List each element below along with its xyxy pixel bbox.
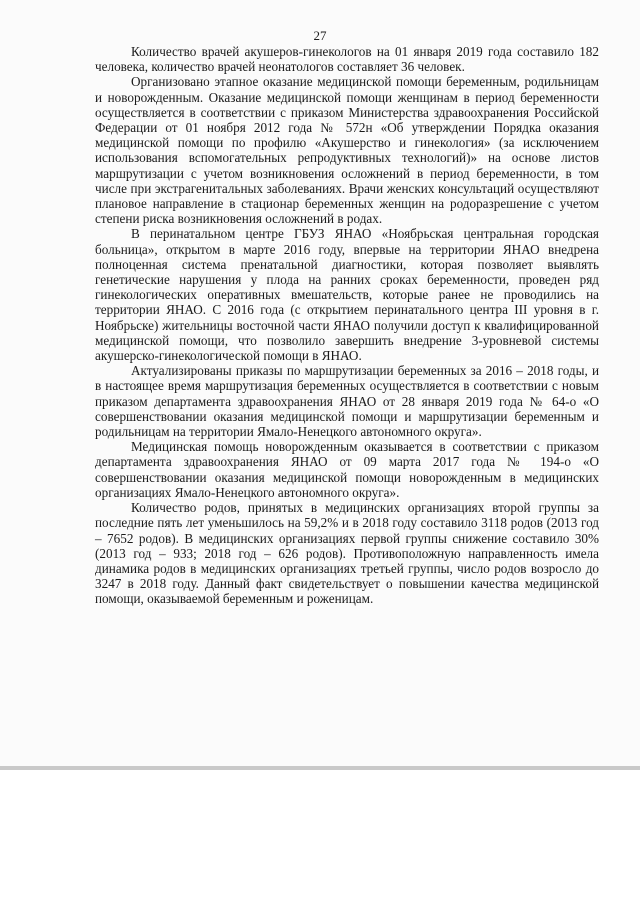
paragraph-perinatal-center: В перинатальном центре ГБУЗ ЯНАО «Ноябрьская центральная городская больница», открытом в марте 2016 году, впервые на территории ЯНАО внедрена полноценная система пренатальной диагностики, которая позволяет выявлять генетические нарушения у плода на ранних сроках беременности, проведен ряд гинекологических оперативных вмешательств, которые ранее не проводились на территории ЯНАО. С 2016 года (с открытием перинатального центра III уровня в г. Ноябрьске) жительницы восточной части ЯНАО получили доступ к квалифицированной медицинской помощи, что позволило завершить внедрение 3-уровневой системы акушерско-гинекологической помощи в ЯНАО. [95,226,599,364]
document-body [95,44,599,607]
paragraph-newborn-care: Медицинская помощь новорожденным оказывается в соответствии с приказом департамента здравоохранения ЯНАО от 09 марта 2017 года № 194-о «О совершенствовании оказания медицинской помощи новорожденным в медицинских организациях Ямало-Ненецкого автономного округа». [95,439,599,500]
paragraph-staged-care: Организовано этапное оказание медицинской помощи беременным, родильницам и новорожденным. Оказание медицинской помощи женщинам в период беременности осуществляется в соответствии с приказом Министерства здравоохранения Российской Федерации от 01 ноября 2012 года № 572н «Об утверждении Порядка оказания медицинской помощи по профилю «Акушерство и гинекология» (за исключением использования вспомогательных репродуктивных технологий)» на основе листов маршрутизации с учетом возникновения осложнений в период беременности, в том числе при экстрагенитальных заболеваниях. Врачи женских консультаций осуществляют плановое направление в стационар беременных женщин на родоразрешение с учетом степени риска возникновения осложнений в родах. [95,74,599,227]
paragraph-birth-statistics: Количество родов, принятых в медицинских организациях второй группы за последние пять лет уменьшилось на 59,2% и в 2018 году составило 3118 родов (2013 год – 7652 родов). В медицинских организациях первой группы снижение составило 30% (2013 год – 933; 2018 год – 626 родов). Противоположную направленность имела динамика родов в медицинских организациях третьей группы, число родов возросло до 3247 в 2018 году. Данный факт свидетельствует о повышении качества медицинской помощи, оказываемой беременным и роженицам. [95,500,599,607]
page-number: 27 [313,28,327,43]
paragraph-routing-orders: Актуализированы приказы по маршрутизации беременных за 2016 – 2018 годы, и в настоящее время маршрутизация беременных осуществляется в соответствии с новым приказом департамента здравоохранения ЯНАО от 28 января 2019 года № 64-о «О совершенствовании оказания медицинской помощи и маршрутизации беременным и родильницам на территории Ямало-Ненецкого автономного округа». [95,363,599,440]
paragraph-doctors-count: Количество врачей акушеров-гинекологов на 01 января 2019 года составило 182 человека, количество врачей неонатологов составляет 36 человек. [95,44,599,75]
scan-bottom-edge [0,766,640,770]
